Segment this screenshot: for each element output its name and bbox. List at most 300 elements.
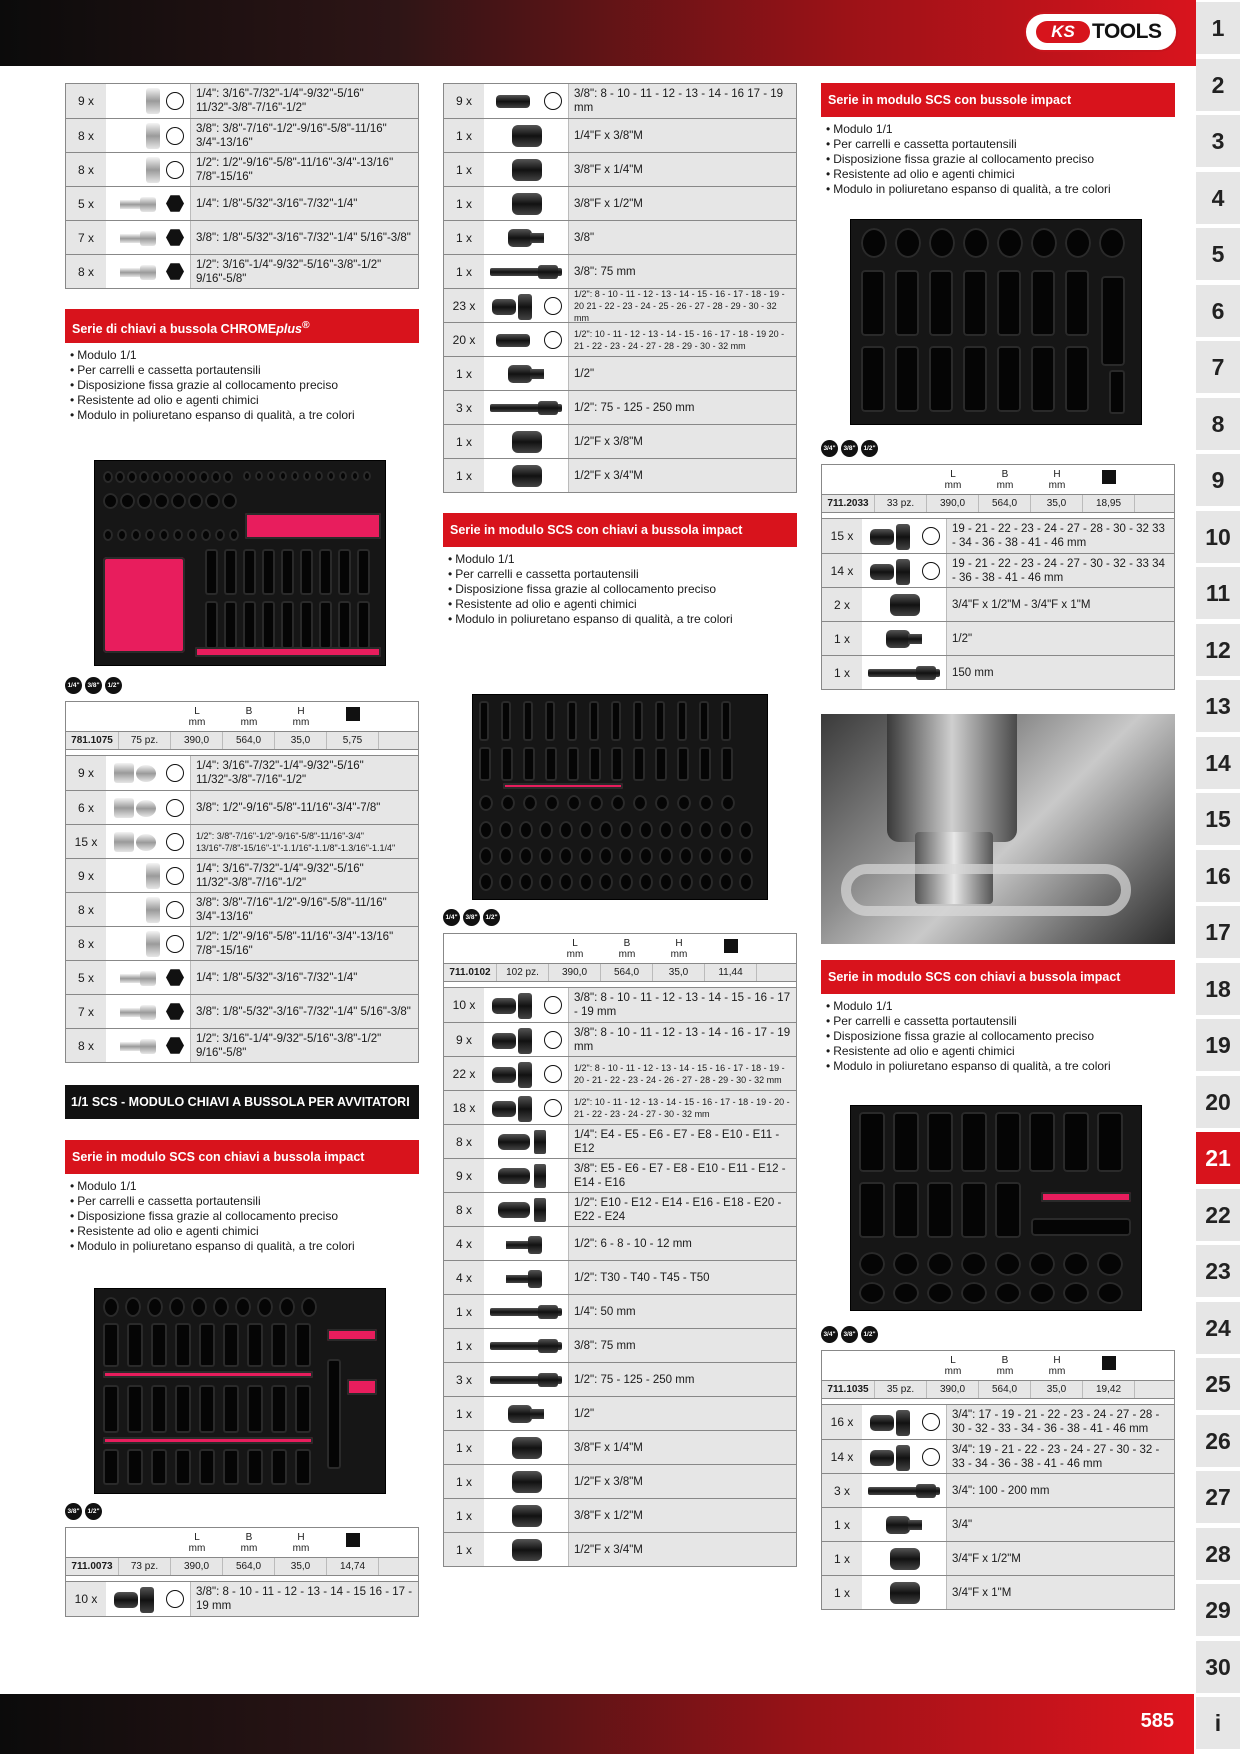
tray-well <box>545 701 555 741</box>
tray-well <box>679 847 693 865</box>
tray-well <box>224 549 237 595</box>
spec-length <box>171 1528 223 1557</box>
item-pictogram <box>484 119 568 152</box>
chapter-tab-26[interactable]: 26 <box>1196 1415 1240 1467</box>
footer-bar <box>0 1694 1194 1754</box>
item-pictogram <box>484 255 568 288</box>
item-pictogram <box>484 1057 568 1090</box>
item-description: 3/8": E5 - E6 - E7 - E8 - E10 - E11 - E12 - E14 - E16 <box>568 1159 796 1192</box>
tool-shape <box>120 974 142 983</box>
tool-shape <box>896 1410 910 1436</box>
tray-well <box>633 701 643 741</box>
round-socket-icon <box>166 935 184 953</box>
tray-well <box>103 1449 119 1485</box>
chapter-tab-19[interactable]: 19 <box>1196 1019 1240 1071</box>
spec-length <box>171 702 223 731</box>
tray-well <box>739 873 753 891</box>
item-pictogram <box>106 961 190 994</box>
item-row <box>66 254 418 288</box>
item-pictogram <box>484 1363 568 1396</box>
item-row <box>822 553 1174 587</box>
item-pictogram <box>484 425 568 458</box>
round-socket-icon <box>166 833 184 851</box>
round-socket-icon <box>544 1099 562 1117</box>
feature-list <box>821 994 1175 1074</box>
logo-ks: KS <box>1036 21 1090 43</box>
item-description: 3/8": 3/8"-7/16"-1/2"-9/16"-5/8"-11/16" 3/4"-13/16" <box>190 119 418 152</box>
tray-well <box>229 529 239 541</box>
item-description: 1/2": 3/16"-1/4"-9/32"-5/16"-3/8"-1/2" 9/16"-5/8" <box>190 255 418 288</box>
tool-shape <box>140 265 156 280</box>
tray-well <box>222 493 237 509</box>
section-header: Serie in modulo SCS con chiavi a bussola impact <box>821 960 1175 994</box>
item-pictogram <box>862 1440 946 1473</box>
chapter-tab-30[interactable]: 30 <box>1196 1641 1240 1693</box>
drive-size-badge: 1/2" <box>861 1326 878 1343</box>
feature-list <box>443 547 797 627</box>
unit-label: mm <box>240 1543 258 1554</box>
tray-well <box>579 847 593 865</box>
chapter-tab-6[interactable]: 6 <box>1196 285 1240 337</box>
spec-width <box>979 1351 1031 1380</box>
item-description: 19 - 21 - 22 - 23 - 24 - 27 - 28 - 30 - 32 33 - 34 - 36 - 38 - 41 - 46 mm <box>946 519 1174 553</box>
tray-well <box>579 821 593 839</box>
article-number: 711.1035 <box>822 1381 875 1398</box>
spec-header <box>66 1528 418 1558</box>
item-description: 3/8"F x 1/4"M <box>568 153 796 186</box>
chapter-tab-9[interactable]: 9 <box>1196 454 1240 506</box>
item-description: 3/8"F x 1/4"M <box>568 1431 796 1464</box>
chapter-tab-17[interactable]: 17 <box>1196 906 1240 958</box>
section-title: Serie di chiavi a bussola CHROME <box>72 322 277 337</box>
chapter-tab-29[interactable]: 29 <box>1196 1584 1240 1636</box>
tray-well <box>139 471 149 483</box>
item-description: 3/8" <box>568 221 796 254</box>
item-description: 3/8": 3/8"-7/16"-1/2"-9/16"-5/8"-11/16" 3/4"-13/16" <box>190 893 418 926</box>
tray-well <box>271 1385 287 1433</box>
unit-label: mm <box>188 1543 206 1554</box>
spec-height-letter: H <box>297 706 305 717</box>
tool-shape <box>140 1005 156 1020</box>
item-row <box>444 1362 796 1396</box>
item-quantity: 9 x <box>455 1032 472 1047</box>
item-quantity: 15 x <box>74 834 98 849</box>
tool-shape <box>120 268 142 277</box>
item-pictogram <box>862 622 946 655</box>
feature-item: • Modulo 1/1 <box>448 552 797 567</box>
chapter-tab-23[interactable]: 23 <box>1196 1245 1240 1297</box>
item-description: 3/8": 8 - 10 - 11 - 12 - 13 - 14 - 16 - 17 - 19 mm <box>568 1023 796 1056</box>
tray-well <box>247 1385 263 1433</box>
item-pictogram <box>862 519 946 553</box>
item-description: 1/2" <box>946 622 1174 655</box>
tray-well <box>679 821 693 839</box>
item-row <box>822 519 1174 553</box>
round-socket-icon <box>544 92 562 110</box>
item-row <box>444 1532 796 1566</box>
tray-well <box>539 821 553 839</box>
tray-well <box>859 1282 885 1304</box>
tray-well <box>893 1282 919 1304</box>
item-description: 1/4": 1/8"-5/32"-3/16"-7/32"-1/4" <box>190 187 418 220</box>
tray-well <box>963 270 987 336</box>
section-header <box>65 309 419 343</box>
tool-shape <box>886 630 910 648</box>
tray-well <box>223 1323 239 1367</box>
item-row <box>444 1192 796 1226</box>
unit-label: mm <box>944 480 962 491</box>
tray-well <box>151 1449 167 1485</box>
spec-length <box>549 934 601 963</box>
tool-shape <box>896 524 910 550</box>
item-pictogram <box>862 1542 946 1575</box>
tray-well <box>479 873 493 891</box>
tool-shape <box>518 1028 532 1054</box>
tray-well <box>895 228 921 258</box>
item-description: 1/2"F x 3/4"M <box>568 459 796 492</box>
item-pictogram <box>484 323 568 356</box>
tool-shape <box>496 334 530 347</box>
spec-table <box>65 1527 419 1582</box>
tray-well <box>199 1449 215 1485</box>
drive-size-badges <box>821 1326 1175 1344</box>
spec-spacer <box>822 1398 1174 1404</box>
spec-row <box>822 495 1174 512</box>
spec-height-letter: H <box>1053 1355 1061 1366</box>
tray-well <box>205 601 218 649</box>
tray-well <box>963 228 989 258</box>
item-row <box>66 1582 418 1616</box>
item-description: 1/2": 1/2"-9/16"-5/8"-11/16"-3/4"-13/16" 7/8"-15/16" <box>190 927 418 960</box>
item-table <box>65 756 419 1063</box>
tray-well <box>559 847 573 865</box>
tray-well <box>211 471 221 483</box>
tool-shape <box>140 1039 156 1054</box>
chapter-tab-25[interactable]: 25 <box>1196 1358 1240 1410</box>
tray-well <box>257 1297 273 1317</box>
tool-shape <box>512 1471 542 1493</box>
chapter-tab-24[interactable]: 24 <box>1196 1302 1240 1354</box>
tray-well <box>721 701 731 741</box>
feature-item: • Modulo in poliuretano espanso di qualità, a tre colori <box>448 612 797 627</box>
tray-well <box>175 1385 191 1433</box>
tool-shape <box>886 1516 910 1534</box>
item-table <box>65 83 419 289</box>
tray-well <box>201 529 211 541</box>
item-quantity: 1 x <box>455 366 472 381</box>
spec-spacer <box>66 749 418 755</box>
tray-well <box>1041 1192 1131 1202</box>
chapter-tab-i[interactable]: i <box>1196 1697 1240 1749</box>
item-description: 1/2"F x 3/4"M <box>568 1533 796 1566</box>
tray-well <box>1065 228 1091 258</box>
round-socket-icon <box>166 867 184 885</box>
tray-well <box>499 847 513 865</box>
item-description: 1/2": 3/8"-7/16"-1/2"-9/16"-5/8"-11/16"-3/4" 13/16"-7/8"-15/16"-1"-1.1/16"-1.1/8"-1.3/16"-1.1/4" <box>190 825 418 858</box>
item-table <box>65 1582 419 1617</box>
item-description: 3/4"F x 1/2"M <box>946 1542 1174 1575</box>
feature-item: • Per carrelli e cassetta portautensili <box>826 137 1175 152</box>
tray-well <box>300 549 313 595</box>
item-quantity: 1 x <box>833 1551 850 1566</box>
item-row <box>444 1464 796 1498</box>
tray-well <box>995 1282 1021 1304</box>
round-socket-icon <box>544 331 562 349</box>
item-pictogram <box>484 84 568 118</box>
hex-drive-icon <box>166 1037 184 1055</box>
tool-shape <box>908 1520 922 1530</box>
item-quantity: 1 x <box>455 1440 472 1455</box>
item-pictogram <box>862 1405 946 1439</box>
tray-well <box>191 1297 207 1317</box>
chapter-tab-3[interactable]: 3 <box>1196 115 1240 167</box>
tray-well <box>719 847 733 865</box>
tool-shape <box>512 125 542 147</box>
logo-tools: TOOLS <box>1092 20 1162 43</box>
item-row <box>444 1226 796 1260</box>
column-1 <box>65 83 419 1617</box>
tool-shape <box>534 1198 546 1222</box>
spec-blank <box>66 702 119 731</box>
height-value: 35,0 <box>1031 1381 1083 1398</box>
chapter-tab-7[interactable]: 7 <box>1196 341 1240 393</box>
chapter-tab-12[interactable]: 12 <box>1196 624 1240 676</box>
tray-well <box>1099 228 1125 258</box>
length-value: 390,0 <box>927 1381 979 1398</box>
tool-shape <box>538 1339 558 1353</box>
spec-height <box>275 702 327 731</box>
item-quantity: 9 x <box>77 766 94 780</box>
item-description: 1/2" <box>568 1397 796 1430</box>
chapter-tab-11[interactable]: 11 <box>1196 567 1240 619</box>
item-pictogram <box>484 1499 568 1532</box>
feature-item: • Resistente ad olio e agenti chimici <box>70 393 419 408</box>
tray-well <box>567 701 577 741</box>
feature-item: • Disposizione fissa grazie al collocamento preciso <box>448 582 797 597</box>
item-quantity: 1 x <box>455 468 472 483</box>
tray-well <box>338 601 351 649</box>
tray-well <box>479 847 493 865</box>
tray-well <box>677 795 691 811</box>
chapter-tab-10[interactable]: 10 <box>1196 511 1240 563</box>
item-pictogram <box>484 391 568 424</box>
item-quantity: 14 x <box>830 563 854 578</box>
spec-width-letter: B <box>1001 469 1009 480</box>
tray-well <box>351 471 359 481</box>
page-number: 585 <box>1140 1710 1174 1732</box>
tray-well <box>279 471 287 481</box>
tray-well <box>1031 1218 1131 1236</box>
tool-shape <box>140 231 156 246</box>
tray-well <box>479 821 493 839</box>
round-socket-icon <box>544 996 562 1014</box>
item-row <box>444 1158 796 1192</box>
article-number: 711.0102 <box>444 964 497 981</box>
tray-well <box>215 529 225 541</box>
tray-well <box>175 1323 191 1367</box>
chapter-tab-21[interactable]: 21 <box>1196 1132 1240 1184</box>
drive-size-badge: 3/8" <box>65 1503 82 1520</box>
item-description: 1/2": 10 - 11 - 12 - 13 - 14 - 15 - 16 - 17 - 18 - 19 20 - 21 - 22 - 23 - 24 - 27 - 28 - 29 - 30 - 32 mm <box>568 323 796 356</box>
tool-shape <box>146 123 160 149</box>
chapter-tab-16[interactable]: 16 <box>1196 850 1240 902</box>
tray-well <box>633 747 645 781</box>
item-description: 3/4" <box>946 1508 1174 1541</box>
item-pictogram <box>106 187 190 220</box>
chapter-tab-5[interactable]: 5 <box>1196 228 1240 280</box>
item-pictogram <box>106 995 190 1028</box>
tray-well <box>589 701 599 741</box>
tray-well <box>1109 370 1125 414</box>
tool-shape <box>538 265 558 279</box>
item-pictogram <box>106 756 190 790</box>
tray-well <box>479 747 491 781</box>
tray-well <box>1097 1112 1123 1172</box>
piece-count: 102 pz. <box>497 964 549 981</box>
tray-well <box>291 471 299 481</box>
tool-shape <box>916 1484 936 1498</box>
chapter-tab-15[interactable]: 15 <box>1196 793 1240 845</box>
item-row <box>444 1022 796 1056</box>
round-socket-icon <box>166 127 184 145</box>
feature-item: • Modulo 1/1 <box>70 1179 419 1194</box>
tool-shape <box>890 1582 920 1604</box>
tray-well <box>859 1182 885 1238</box>
feature-item: • Modulo in poliuretano espanso di qualità, a tre colori <box>826 182 1175 197</box>
chapter-tab-18[interactable]: 18 <box>1196 963 1240 1015</box>
spec-length-letter: L <box>194 1532 200 1543</box>
tray-well <box>357 601 370 649</box>
chapter-tab-14[interactable]: 14 <box>1196 737 1240 789</box>
tray-well <box>103 557 185 653</box>
chapter-tab-22[interactable]: 22 <box>1196 1189 1240 1241</box>
tray-well <box>599 847 613 865</box>
tool-shape <box>120 234 142 243</box>
item-row <box>822 1473 1174 1507</box>
tool-shape <box>114 832 134 852</box>
feature-item: • Disposizione fissa grazie al collocamento preciso <box>70 378 419 393</box>
chapter-tab-13[interactable]: 13 <box>1196 680 1240 732</box>
tray-well <box>1031 228 1057 258</box>
tool-shape <box>518 1096 532 1122</box>
feature-item: • Resistente ad olio e agenti chimici <box>70 1224 419 1239</box>
feature-item: • Modulo in poliuretano espanso di qualità, a tre colori <box>70 1239 419 1254</box>
tray-well <box>1097 1282 1123 1304</box>
item-pictogram <box>106 825 190 858</box>
item-row <box>822 587 1174 621</box>
tray-well <box>347 1379 377 1395</box>
chapter-tab-27[interactable]: 27 <box>1196 1471 1240 1523</box>
tray-well <box>611 747 623 781</box>
tray-well <box>103 1371 313 1378</box>
hex-drive-icon <box>166 969 184 987</box>
tray-well <box>169 1297 185 1317</box>
tray-well <box>479 795 493 811</box>
item-pictogram <box>484 1261 568 1294</box>
spec-width <box>601 934 653 963</box>
drive-size-badge: 3/4" <box>821 1326 838 1343</box>
spec-width-letter: B <box>245 706 253 717</box>
item-quantity: 5 x <box>77 970 94 985</box>
chapter-tab-8[interactable]: 8 <box>1196 398 1240 450</box>
tray-well <box>115 471 125 483</box>
tray-well <box>147 1297 163 1317</box>
chapter-tab-1[interactable]: 1 <box>1196 2 1240 54</box>
item-row <box>822 621 1174 655</box>
spec-height-letter: H <box>1053 469 1061 480</box>
tray-well <box>655 701 665 741</box>
item-row <box>444 390 796 424</box>
length-value: 390,0 <box>171 732 223 749</box>
item-description: 1/4": 3/16"-7/32"-1/4"-9/32"-5/16" 11/32"-3/8"-7/16"-1/2" <box>190 756 418 790</box>
tray-well <box>1063 1112 1089 1172</box>
tool-shape <box>114 798 134 818</box>
spec-height <box>1031 465 1083 494</box>
drive-size-badges <box>65 1503 419 1521</box>
tool-shape <box>114 1592 138 1608</box>
tray-well <box>301 1297 317 1317</box>
drive-size-badges <box>65 677 419 695</box>
tray-well <box>171 493 186 509</box>
chapter-tab-4[interactable]: 4 <box>1196 172 1240 224</box>
section-title-italic: plus <box>276 322 302 337</box>
article-number: 781.1075 <box>66 732 119 749</box>
item-quantity: 3 x <box>455 1372 472 1387</box>
length-value: 390,0 <box>549 964 601 981</box>
spec-blank <box>444 934 497 963</box>
tray-well <box>151 1323 167 1367</box>
tray-well <box>719 821 733 839</box>
tool-shape <box>146 157 160 183</box>
round-socket-icon <box>922 562 940 580</box>
unit-label: mm <box>618 949 636 960</box>
spec-weight <box>1083 1351 1135 1380</box>
spec-weight <box>705 934 757 963</box>
tool-shape <box>530 233 544 243</box>
tray-well <box>205 549 218 595</box>
spec-width <box>979 465 1031 494</box>
tool-shape <box>492 1101 516 1117</box>
tray-well <box>195 647 381 657</box>
tray-well <box>655 747 667 781</box>
drive-size-badges <box>443 909 797 927</box>
weight-icon <box>346 707 360 721</box>
item-quantity: 8 x <box>77 936 94 951</box>
tray-well <box>295 1449 311 1485</box>
tool-shape <box>528 1236 542 1254</box>
width-value: 564,0 <box>601 964 653 981</box>
item-row <box>66 152 418 186</box>
chapter-tab-2[interactable]: 2 <box>1196 59 1240 111</box>
feature-list <box>65 343 419 423</box>
tray-well <box>739 821 753 839</box>
item-quantity: 3 x <box>455 400 472 415</box>
drive-size-badge: 3/8" <box>841 1326 858 1343</box>
tray-well <box>639 873 653 891</box>
tray-well <box>699 847 713 865</box>
tray-well <box>279 1297 295 1317</box>
item-row <box>66 994 418 1028</box>
tool-shape <box>538 401 558 415</box>
spec-length-letter: L <box>950 469 956 480</box>
tray-well <box>963 346 987 412</box>
chapter-tab-20[interactable]: 20 <box>1196 1076 1240 1128</box>
tray-well <box>281 601 294 649</box>
chapter-tab-28[interactable]: 28 <box>1196 1528 1240 1580</box>
tray-well <box>639 847 653 865</box>
tool-shape <box>896 559 910 585</box>
tray-well <box>315 471 323 481</box>
